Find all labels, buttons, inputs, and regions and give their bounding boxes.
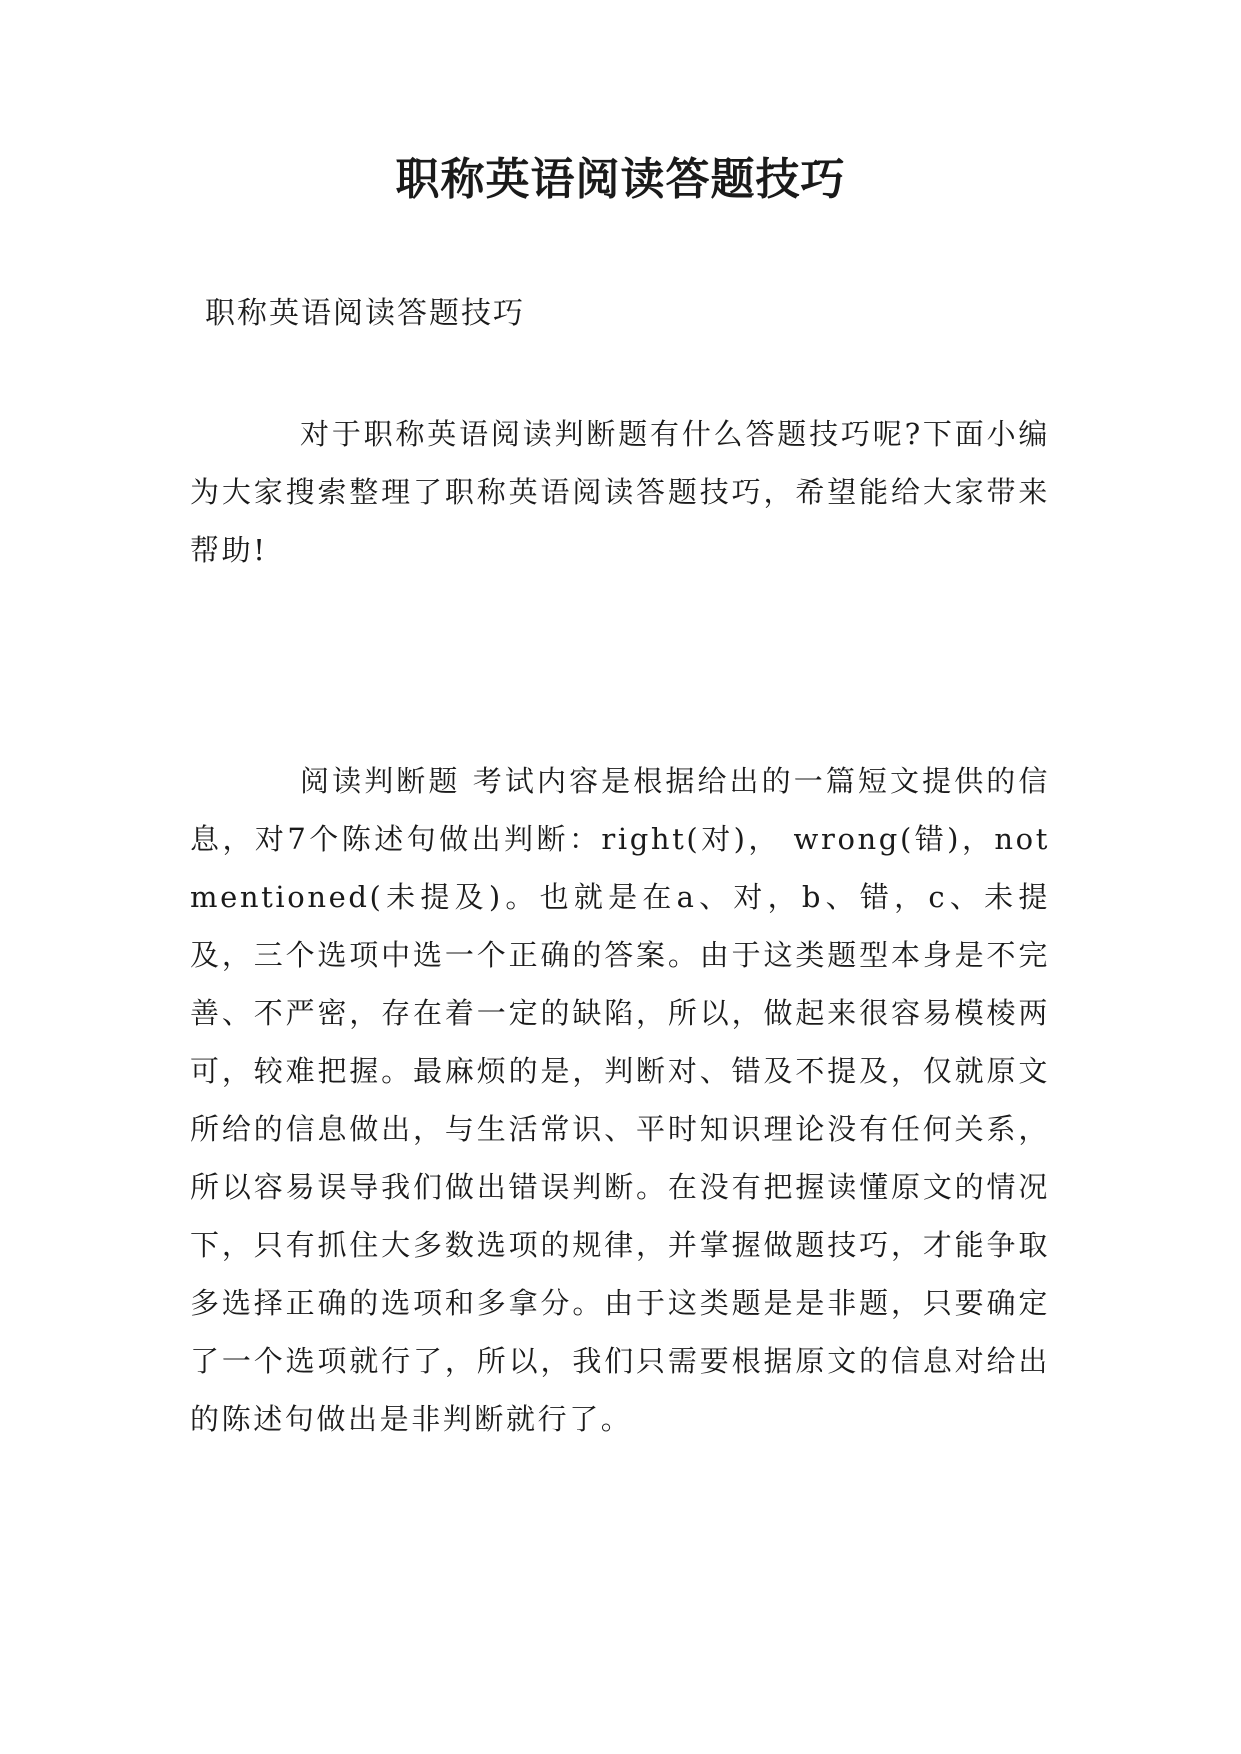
intro-paragraph: 对于职称英语阅读判断题有什么答题技巧呢?下面小编为大家搜索整理了职称英语阅读答题技巧，希望能给大家带来帮助! <box>190 417 1050 567</box>
document-title: 职称英语阅读答题技巧 <box>395 154 846 205</box>
document-subtitle: 职称英语阅读答题技巧 <box>205 296 525 331</box>
body-paragraph: 阅读判断题 考试内容是根据给出的一篇短文提供的信息，对7个陈述句做出判断：right(对)， wrong(错)，not mentioned(未提及)。也就是在a、对，b、错，c、未提及，三个选项中选一个正确的答案。由于这类题型本身是不完善、不严密，存在着一定的缺陷，所以，做起来很容易模棱两可，较难把握。最麻烦的是，判断对、错及不提及，仅就原文所给的信息做出，与生活常识、平时知识理论没有任何关系，所以容易误导我们做出错误判断。在没有把握读懂原文的情况下，只有抓住大多数选项的规律，并掌握做题技巧，才能争取多选择正确的选项和多拿分。由于这类题是是非题，只要确定了一个选项就行了，所以，我们只需要根据原文的信息对给出的陈述句做出是非判断就行了。 <box>190 764 1050 1436</box>
